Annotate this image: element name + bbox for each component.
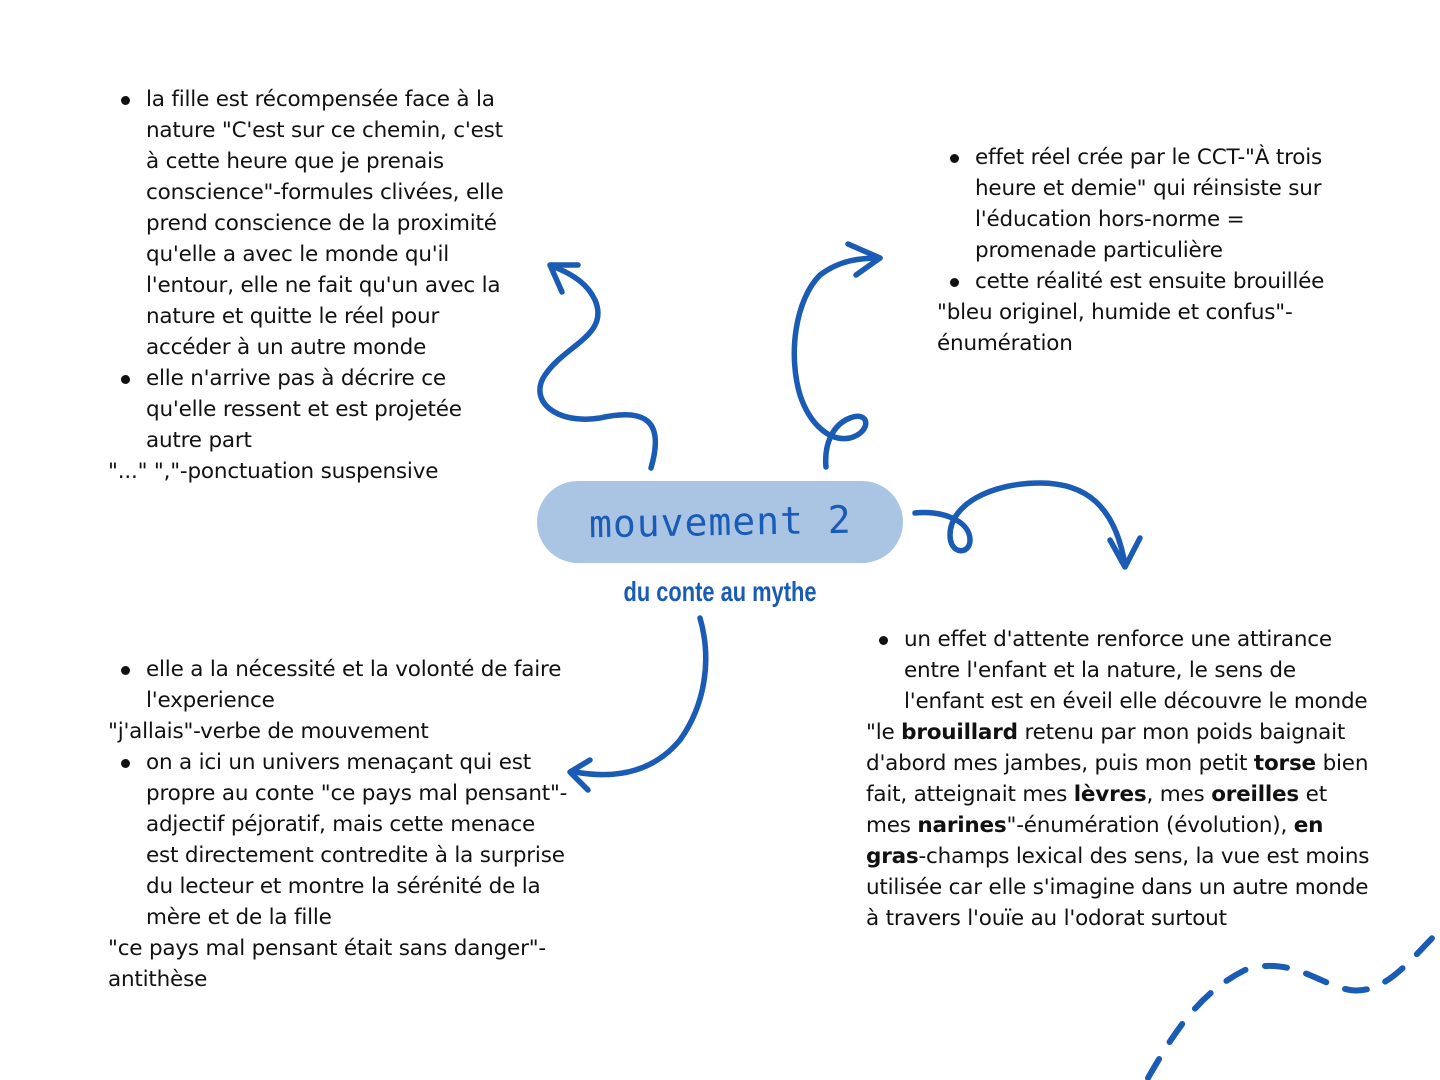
central-topic-node [537,481,903,563]
central-topic-title: mouvement 2 [588,497,852,547]
note-line: "j'allais"-verbe de mouvement [108,719,429,744]
arrow-to-bottom-left [575,618,706,775]
note-line: "..." ","-ponctuation suspensive [108,459,439,484]
top-right-note [937,142,1337,359]
list-item: la fille est récompensée face à la nature "C'est sur ce chemin, c'est à cette heure que je prenais conscience"-formules clivées, elle prend conscience de la proximité qu'elle a avec le monde qu'il l'entour, elle ne fait qu'un avec la nature et quitte le réel pour accéder à un autre monde [108,84,508,363]
arrow-to-top-right [794,258,880,467]
note-line: "bleu originel, humide et confus"-énumération [937,300,1293,356]
decorative-dashed-curve [1148,930,1440,1078]
bold-term: lèvres [1073,782,1147,807]
arrow-to-bottom-right [915,483,1125,565]
central-topic-subtitle: du conte au mythe [623,576,817,607]
bold-term: narines [917,813,1007,838]
list-item: cette réalité est ensuite brouillée [937,266,1337,297]
bold-term: oreilles [1211,782,1300,807]
top-left-note [108,84,508,487]
bold-term: brouillard [901,720,1018,745]
list-item: un effet d'attente renforce une attirance entre l'enfant et la nature, le sens de l'enfant est en éveil elle découvre le monde [866,624,1376,717]
list-item: effet réel crée par le CCT-"À trois heure et demie" qui réinsiste sur l'éducation hors-norme = promenade particulière [937,142,1337,266]
list-item: elle a la nécessité et la volonté de faire l'experience [108,654,568,716]
bold-term: torse [1253,751,1316,776]
list-item: on a ici un univers menaçant qui est propre au conte "ce pays mal pensant"-adjectif péjoratif, mais cette menace est directement contredite à la surprise du lecteur et montre la sérénité de la mère et de la fille [108,747,568,933]
bottom-right-note [866,624,1376,934]
quote-paragraph: "le brouillard retenu par mon poids baignait d'abord mes jambes, puis mon petit torse bien fait, atteignait mes lèvres, mes oreilles et mes narines"-énumération (évolution), en gras-champs lexical des sens, la vue est moins utilisée car elle s'imagine dans un autre monde à travers l'ouïe au l'odorat surtout [866,720,1370,931]
note-line: "ce pays mal pensant était sans danger"-antithèse [108,936,546,992]
list-item: elle n'arrive pas à décrire ce qu'elle ressent et est projetée autre part [108,363,508,456]
arrow-to-top-left [540,266,656,468]
bold-term: en gras [866,813,1324,869]
bottom-left-note [108,654,568,995]
